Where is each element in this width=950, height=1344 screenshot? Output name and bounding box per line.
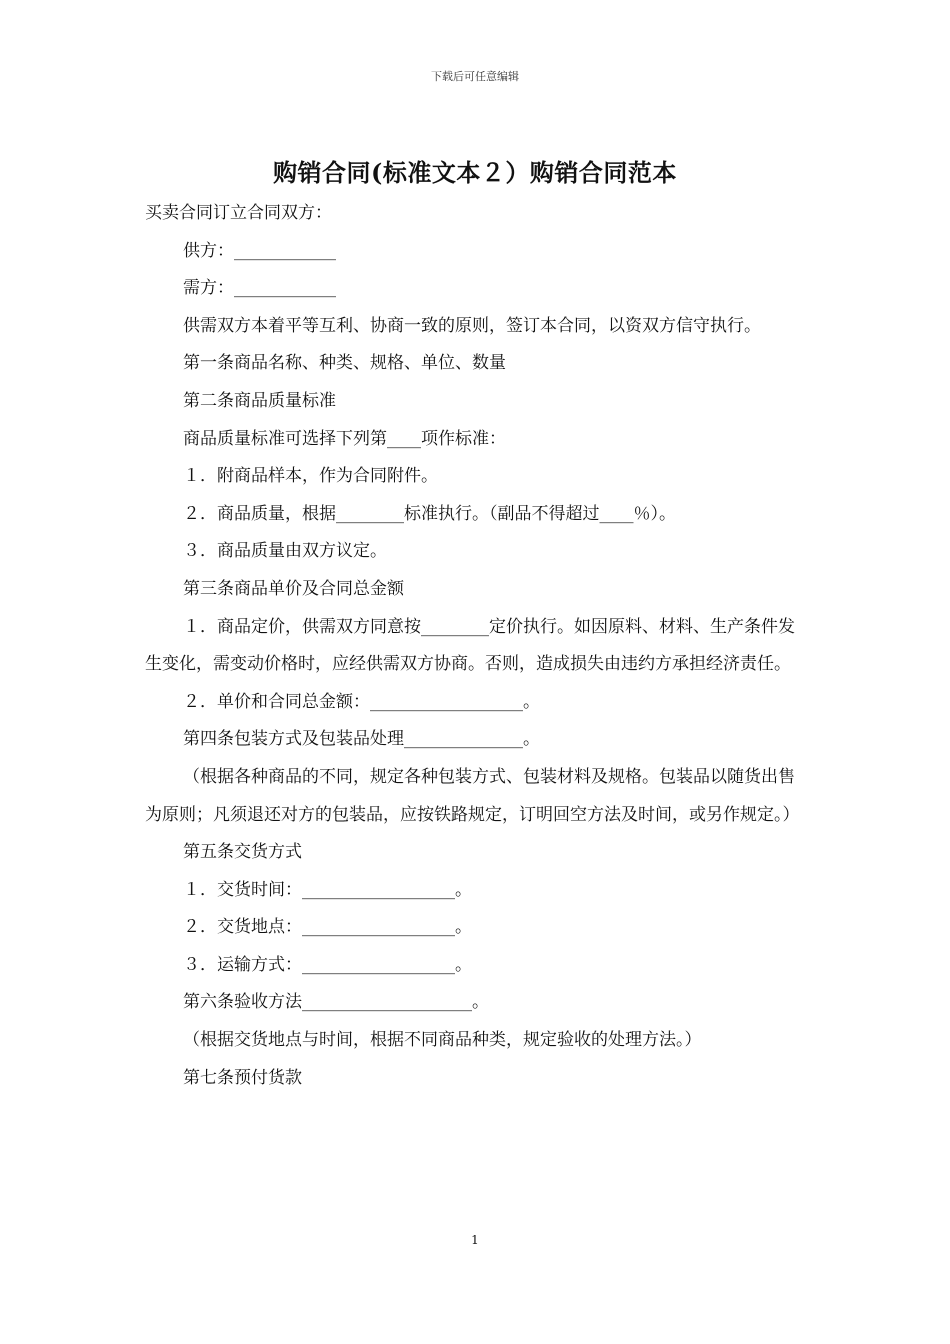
article-3-heading: 第三条商品单价及合同总金额 [183, 578, 404, 599]
article-6-heading: 第六条验收方法____________________。 [183, 992, 489, 1013]
document-body [145, 195, 810, 1097]
document-title: 购销合同(标准文本２）购销合同范本 [273, 158, 677, 187]
article-7-heading: 第七条预付货款 [183, 1067, 302, 1088]
price-item-1: １．商品定价，供需双方同意按________定价执行。如因原料、材料、生产条件发生变化，需变动价格时，应经供需双方协商。否则，造成损失由违约方承担经济责任。 [145, 616, 795, 675]
page-header-note: 下载后可任意编辑 [431, 70, 519, 83]
article-4-heading: 第四条包装方式及包装品处理______________。 [183, 729, 540, 750]
paragraph-parties-intro: 买卖合同订立合同双方： [145, 203, 332, 223]
paragraph-quality-choice: 商品质量标准可选择下列第____项作标准： [183, 428, 506, 449]
acceptance-note: （根据交货地点与时间，根据不同商品种类，规定验收的处理方法。） [183, 1030, 702, 1051]
quality-item-3: ３．商品质量由双方议定。 [183, 541, 387, 562]
delivery-item-3: ３．运输方式：__________________。 [183, 954, 472, 975]
paragraph-supplier: 供方：____________ [183, 240, 336, 261]
delivery-item-1: １．交货时间：__________________。 [183, 879, 472, 900]
price-item-2: ２．单价和合同总金额：__________________。 [183, 691, 540, 712]
article-1-heading: 第一条商品名称、种类、规格、单位、数量 [183, 353, 506, 374]
quality-item-2: ２．商品质量，根据________标准执行。（副品不得超过____％）。 [183, 503, 676, 524]
packaging-note: （根据各种商品的不同，规定各种包装方式、包装材料及规格。包装品以随货出售为原则；凡须退还对方的包装品，应按铁路规定，订明回空方法及时间，或另作规定。） [145, 766, 800, 825]
article-2-heading: 第二条商品质量标准 [183, 390, 336, 411]
article-5-heading: 第五条交货方式 [183, 842, 302, 863]
quality-item-1: １．附商品样本，作为合同附件。 [183, 466, 438, 487]
page-number: 1 [471, 1233, 479, 1247]
paragraph-buyer: 需方：____________ [183, 278, 336, 299]
paragraph-principle: 供需双方本着平等互利、协商一致的原则，签订本合同，以资双方信守执行。 [183, 315, 761, 336]
delivery-item-2: ２．交货地点：__________________。 [183, 917, 472, 938]
